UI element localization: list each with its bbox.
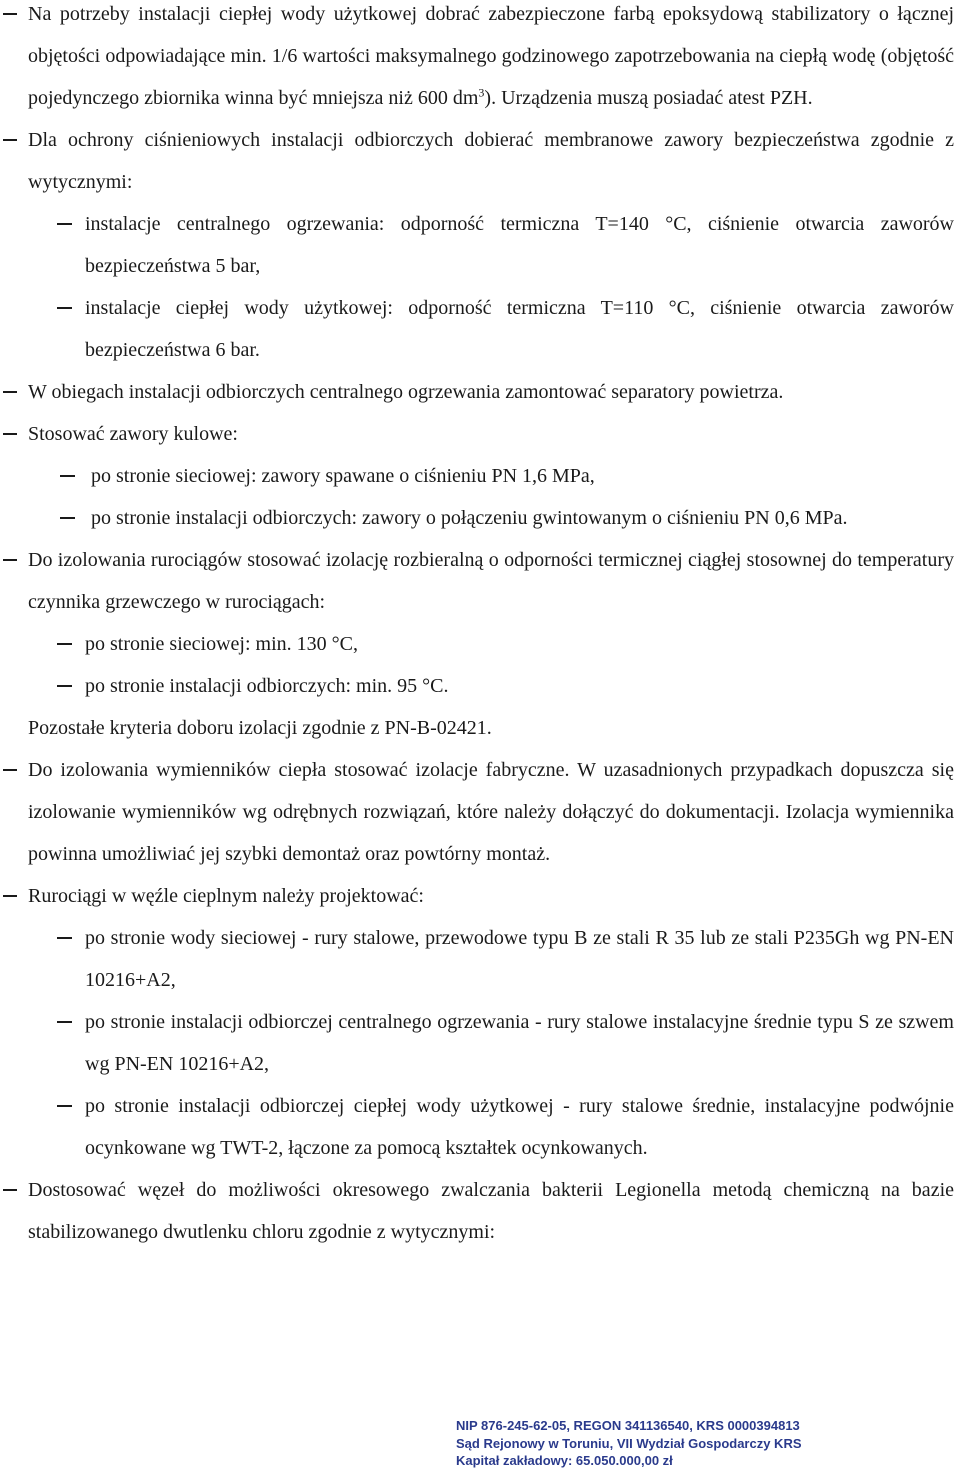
footer-registration-line: NIP 876-245-62-05, REGON 341136540, KRS 0000394813 (456, 1418, 800, 1433)
paragraph-text: Pozostałe kryteria doboru izolacji zgodnie z PN-B-02421. (28, 717, 492, 739)
sub-list-item (0, 1001, 960, 1085)
dash-bullet-icon (3, 769, 17, 771)
dash-bullet-icon (3, 13, 17, 15)
footer-capital-line: Kapitał zakładowy: 65.050.000,00 zł (456, 1453, 673, 1468)
dash-bullet-icon (57, 1105, 72, 1107)
sub-list-item (0, 497, 960, 539)
list-item-text: po stronie wody sieciowej - rury stalowe, przewodowe typu B ze stali R 35 lub ze stali P235Gh wg PN-EN 10216+A2, (85, 927, 954, 991)
list-item-text: po stronie instalacji odbiorczej centralnego ogrzewania - rury stalowe instalacyjne średnie typu S ze szwem wg PN-EN 10216+A2, (85, 1011, 954, 1075)
dash-bullet-icon (3, 139, 17, 141)
sub-list-item (0, 287, 960, 371)
sub-list-item (0, 203, 960, 287)
dash-bullet-icon (3, 559, 17, 561)
sub-list-item (0, 455, 960, 497)
list-item-text: po stronie instalacji odbiorczej ciepłej wody użytkowej - rury stalowe średnie, instalacyjne podwójnie ocynkowane wg TWT-2, łączone za pomocą kształtek ocynkowanych. (85, 1095, 954, 1159)
dash-bullet-icon (3, 1189, 17, 1191)
list-item (0, 749, 960, 875)
sub-list-item (0, 623, 960, 665)
list-item-text: Do izolowania rurociągów stosować izolację rozbieralną o odporności termicznej ciągłej stosownej do temperatury czynnika grzewczego w rurociągach: (28, 549, 954, 613)
dash-bullet-icon (57, 1021, 72, 1023)
dash-bullet-icon (57, 307, 72, 309)
list-item (0, 1169, 960, 1253)
dash-bullet-icon (3, 895, 17, 897)
company-footer (456, 1417, 802, 1470)
superscript: 3 (478, 85, 485, 100)
list-item (0, 875, 960, 917)
list-item-text: instalacje ciepłej wody użytkowej: odporność termiczna T=110 °C, ciśnienie otwarcia zaworów bezpieczeństwa 6 bar. (85, 297, 954, 361)
sub-list-item (0, 917, 960, 1001)
dash-bullet-icon (60, 517, 75, 519)
list-item (0, 0, 960, 119)
list-item-text: po stronie sieciowej: zawory spawane o ciśnieniu PN 1,6 MPa, (91, 465, 595, 487)
list-item-text: Na potrzeby instalacji ciepłej wody użytkowej dobrać zabezpieczone farbą epoksydową stabilizatory o łącznej objętości odpowiadające min. 1/6 wartości maksymalnego godzinowego zapotrzebowania na ciepłą wodę (objętość pojedynczego zbiornika winna być mniejsza niż 600 dm (28, 3, 954, 109)
list-item-text: Rurociągi w węźle cieplnym należy projektować: (28, 885, 424, 907)
dash-bullet-icon (3, 391, 17, 393)
list-item (0, 119, 960, 203)
dash-bullet-icon (57, 937, 72, 939)
dash-bullet-icon (57, 685, 72, 687)
list-item (0, 539, 960, 623)
list-item-text: po stronie instalacji odbiorczych: min. 95 °C. (85, 675, 449, 697)
list-item-text: Do izolowania wymienników ciepła stosować izolacje fabryczne. W uzasadnionych przypadkach dopuszcza się izolowanie wymienników wg odrębnych rozwiązań, które należy dołączyć do dokumentacji. Izolacja wymiennika powinna umożliwiać jej szybki demontaż oraz powtórny montaż. (28, 759, 954, 865)
list-item-text: po stronie sieciowej: min. 130 °C, (85, 633, 358, 655)
sub-list-item (0, 1085, 960, 1169)
list-item (0, 413, 960, 455)
sub-list-item (0, 665, 960, 707)
list-item-text: Dla ochrony ciśnieniowych instalacji odbiorczych dobierać membranowe zawory bezpieczeństwa zgodnie z wytycznymi: (28, 129, 954, 193)
list-item-text: po stronie instalacji odbiorczych: zawory o połączeniu gwintowanym o ciśnieniu PN 0,6 MPa. (91, 507, 848, 529)
dash-bullet-icon (60, 475, 75, 477)
list-item-text: ). Urządzenia muszą posiadać atest PZH. (484, 87, 813, 109)
dash-bullet-icon (57, 643, 72, 645)
list-item (0, 371, 960, 413)
list-item-text: Dostosować węzeł do możliwości okresowego zwalczania bakterii Legionella metodą chemiczną na bazie stabilizowanego dwutlenku chloru zgodnie z wytycznymi: (28, 1179, 954, 1243)
dash-bullet-icon (57, 223, 72, 225)
list-item-text: W obiegach instalacji odbiorczych centralnego ogrzewania zamontować separatory powietrza. (28, 381, 784, 403)
list-item-text: instalacje centralnego ogrzewania: odporność termiczna T=140 °C, ciśnienie otwarcia zaworów bezpieczeństwa 5 bar, (85, 213, 954, 277)
footer-court-line: Sąd Rejonowy w Toruniu, VII Wydział Gospodarczy KRS (456, 1435, 802, 1451)
list-item-text: Stosować zawory kulowe: (28, 423, 238, 445)
dash-bullet-icon (3, 433, 17, 435)
